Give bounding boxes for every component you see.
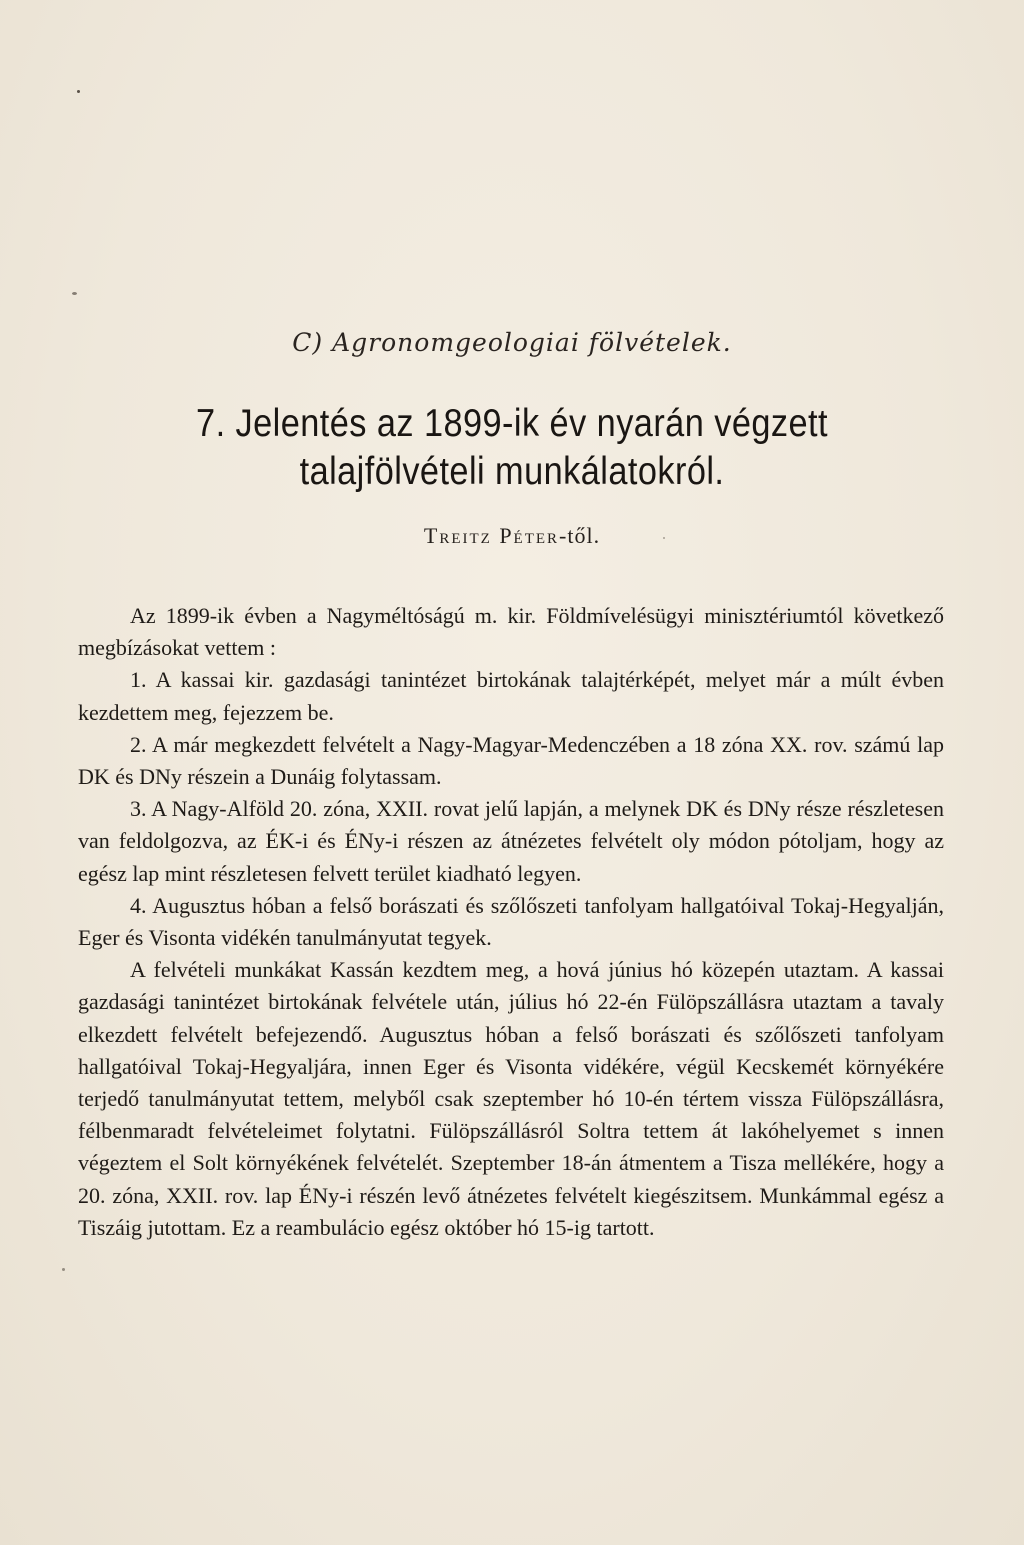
section-heading: C) Agronomgeologiai fölvételek. [292, 328, 732, 357]
paragraph-narrative: A felvételi munkákat Kassán kezdtem meg, a hová június hó közepén utaztam. A kassai gazdasági tanintézet birtokának felvétele után, július hó 22-én Fülöpszállásra utaztam a tavaly elkezdett felvételt befejezendő. Augusztus hóban a felső borászati és szőlőszeti tanfolyam hallgatóival Tokaj-Hegyaljára, innen Eger és Visonta vidékére, végül Kecskemét környékére terjedő tanulmányutat tettem, melyből csak szeptember hó 10-én tértem vissza Fülöpszállásra, félbenmaradt felvételeimet folytatni. Fülöpszállásról Soltra tettem át lakóhelyemet s innen végeztem el Solt környékének felvételét. Szeptember 18-án átmentem a Tisza mellékére, hogy a 20. zóna, XXII. rov. lap ÉNy-i részén levő átnézetes felvételt kiegészitsem. Munkámmal egész a Tiszáig jutottam. Ez a reambulácio egész október hó 15-ig tartott. [78, 957, 944, 1240]
paragraph-item-4: 4. Augusztus hóban a felső borászati és szőlőszeti tanfolyam hallgatóival Tokaj-Hegyalján, Eger és Visonta vidékén tanulmányutat tegyek. [78, 892, 944, 951]
author-line [0, 523, 1024, 549]
paragraph-item-3: 3. A Nagy-Alföld 20. zóna, XXII. rovat jelű lapján, a melynek DK és DNy része részletesen van feldolgozva, az ÉK-i és ÉNy-i részen az átnézetes felvételt oly módon pótoljam, hogy az egész lap mint részletesen felvett terület kiadható legyen. [78, 796, 944, 886]
author-suffix: -től. [559, 523, 601, 548]
paper-speck [62, 1268, 65, 1271]
paragraph-intro: Az 1899-ik évben a Nagyméltóságú m. kir. Földmívelésügyi minisztériumtól következő megbízásokat vettem : [78, 603, 944, 661]
author-name: Treitz Péter [423, 523, 560, 548]
paragraph-item-1: 1. A kassai kir. gazdasági tanintézet birtokának talajtérképét, melyet már a múlt évben kezdettem meg, fejezzem be. [78, 667, 944, 725]
body-text [78, 600, 944, 1244]
report-title: 7. Jelentés az 1899-ik év nyarán végzett talajfölvételi munkálatokról. [196, 402, 828, 493]
paragraph-item-2: 2. A már megkezdett felvételt a Nagy-Magyar-Medenczében a 18 zóna XX. rov. számú lap DK és DNy részein a Dunáig folytassam. [78, 731, 944, 790]
paper-speck [77, 90, 80, 93]
paper-speck [72, 292, 77, 295]
